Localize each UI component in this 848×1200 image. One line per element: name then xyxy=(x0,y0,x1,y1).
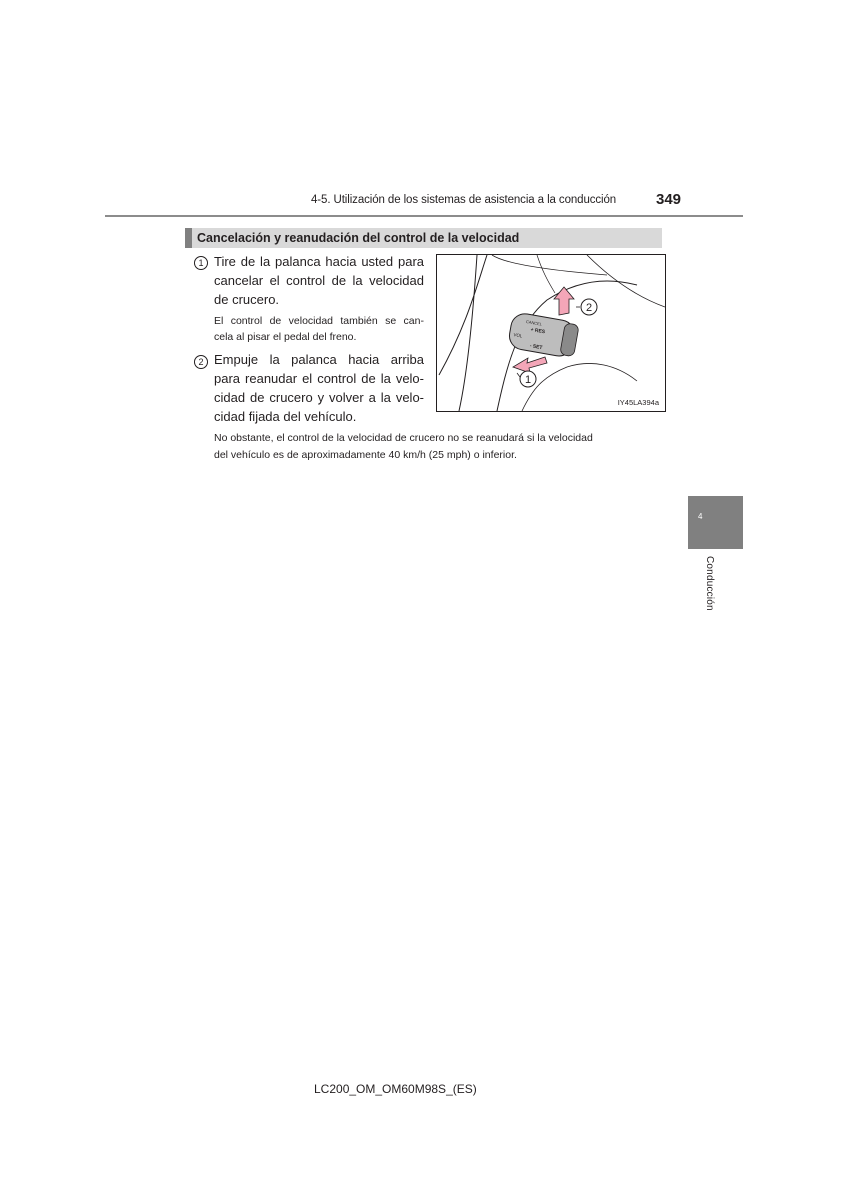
notice-line: No obstante, el control de la velocidad de crucero no se reanudará si la velocidad xyxy=(214,432,593,444)
step-2-line: para reanudar el control de la velo- xyxy=(214,371,424,386)
notice-line: del vehículo es de aproximadamente 40 km/h (25 mph) o inferior. xyxy=(214,449,517,461)
step-1-line: de crucero. xyxy=(214,292,280,307)
step-1-note-line: cela al pisar el pedal del freno. xyxy=(214,331,357,343)
chapter-tab xyxy=(688,496,743,549)
pull-arrow-icon xyxy=(513,357,547,373)
resume-notice xyxy=(214,430,660,464)
step-1-note xyxy=(214,313,424,345)
chapter-number: 4 xyxy=(698,512,703,521)
section-title: Cancelación y reanudación del control de la velocidad xyxy=(197,231,520,245)
step-1-number: 1 xyxy=(194,256,208,270)
page-number: 349 xyxy=(656,191,682,208)
callout-1: 1 xyxy=(524,374,532,386)
header-section-title: 4-5. Utilización de los sistemas de asistencia a la conducción xyxy=(311,194,617,206)
push-up-arrow-icon xyxy=(554,287,574,315)
step-1-text xyxy=(214,252,424,309)
figure-code: IY45LA394a xyxy=(617,398,659,407)
step-2-text xyxy=(214,350,424,426)
chapter-label: Conducción xyxy=(704,556,715,611)
lever-label-set: - SET xyxy=(529,343,543,352)
step-2-number: 2 xyxy=(194,355,208,369)
cruise-lever-illustration xyxy=(436,254,666,412)
step-2-line: cidad de crucero y volver a la velo- xyxy=(214,390,424,405)
lever-label-vol: VOL xyxy=(513,332,523,339)
section-heading-bar xyxy=(185,228,662,248)
step-2-line: Empuje la palanca hacia arriba xyxy=(214,352,424,367)
step-1-line: cancelar el control de la velocidad xyxy=(214,273,424,288)
lever-label-res: + RES xyxy=(530,326,546,336)
step-1-note-line: El control de velocidad también se can- xyxy=(214,315,424,327)
step-2-line: cidad fijada del vehículo. xyxy=(214,409,357,424)
footer-document-code: LC200_OM_OM60M98S_(ES) xyxy=(314,1082,477,1096)
lever-drawing xyxy=(437,255,666,412)
step-1-line: Tire de la palanca hacia usted para xyxy=(214,254,424,269)
header-divider xyxy=(105,215,743,217)
callout-2: 2 xyxy=(585,302,593,314)
lever-label-cancel: CANCEL xyxy=(525,318,543,327)
